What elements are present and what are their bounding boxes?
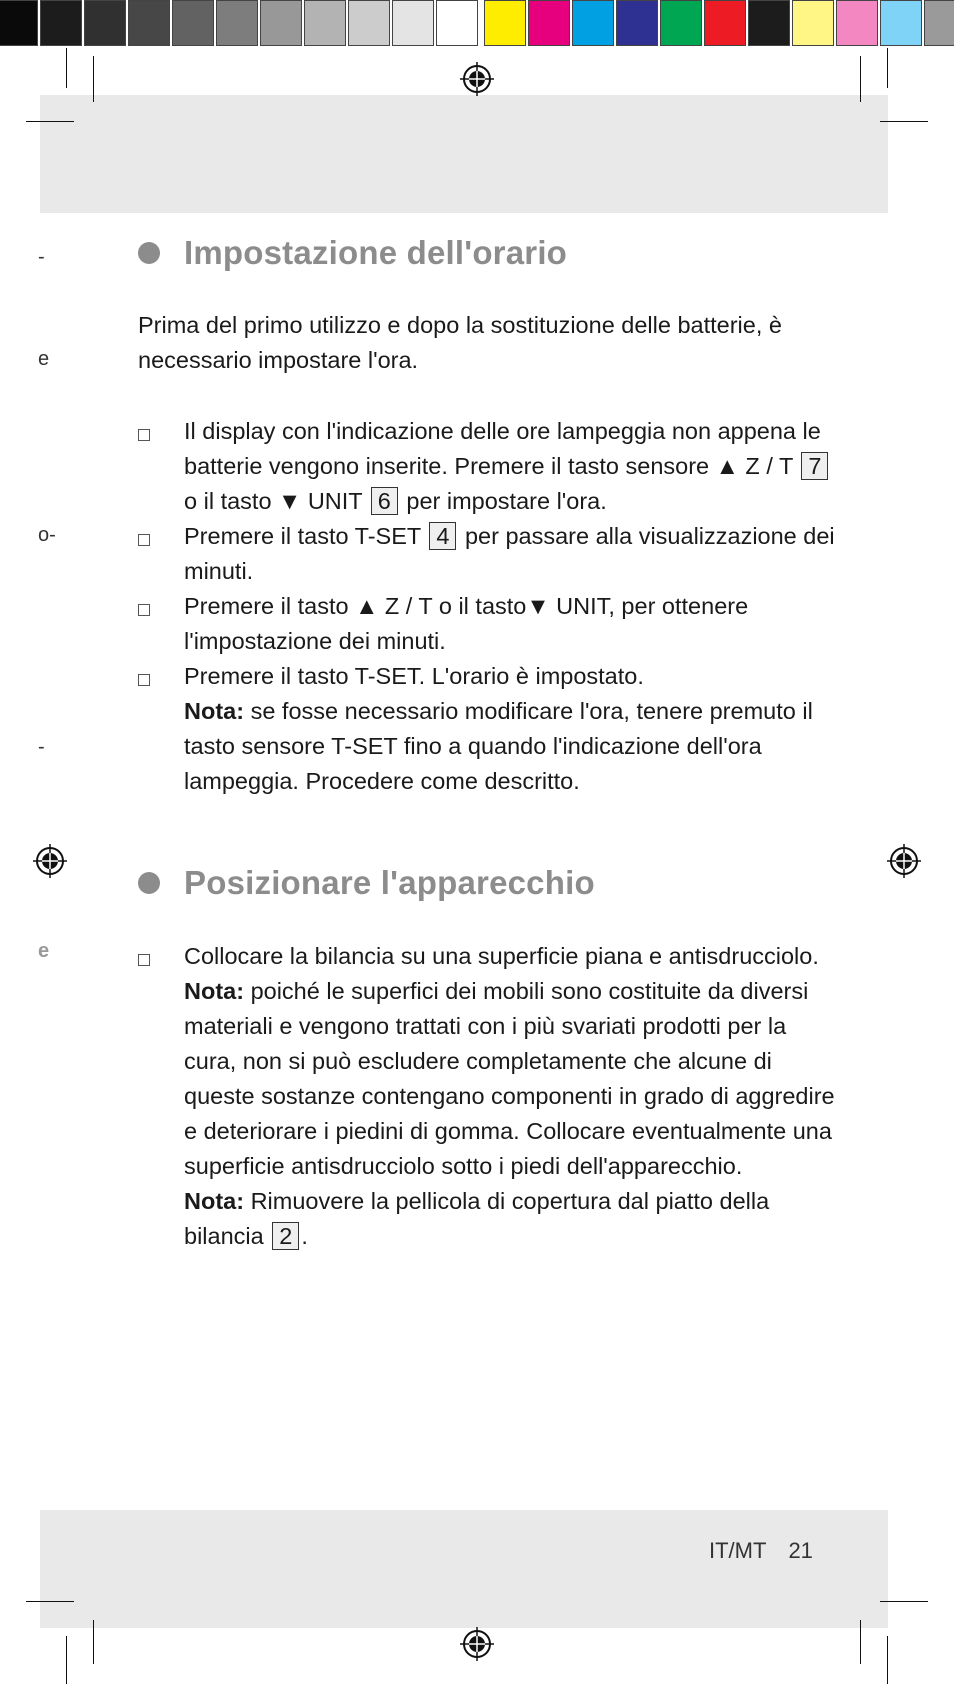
list-item	[138, 414, 848, 519]
margin-mark: -	[38, 246, 45, 268]
list-item-text: Premere il tasto T-SET. L'orario è impostato. Nota: se fosse necessario modificare l'ora, tenere premuto il tasto sensore T-SET fino a quando l'indicazione dell'ora lampeggia. Procedere come descritto.	[184, 663, 813, 794]
checkbox-bullet-icon	[138, 534, 150, 546]
section-heading	[138, 864, 595, 902]
list-item-text: Il display con l'indicazione delle ore lampeggia non appena le batterie vengono inserite. Premere il tasto sensore ▲ Z / T 7 o il tasto ▼ UNIT 6 per impostare l'ora.	[184, 414, 844, 519]
page-footer	[709, 1538, 813, 1564]
color-swatch	[616, 0, 658, 46]
color-swatch	[216, 0, 258, 46]
color-swatch	[348, 0, 390, 46]
color-swatch	[484, 0, 526, 46]
note-label: Nota:	[184, 978, 245, 1004]
crop-mark	[860, 56, 861, 102]
crop-mark	[93, 1620, 94, 1664]
color-swatch	[172, 0, 214, 46]
checkbox-bullet-icon	[138, 604, 150, 616]
registration-mark-icon	[887, 844, 921, 878]
bullet-dot-icon	[138, 872, 160, 894]
color-swatch	[392, 0, 434, 46]
list-item	[138, 659, 848, 799]
color-swatch	[704, 0, 746, 46]
crop-mark	[887, 1636, 888, 1684]
header-band	[40, 95, 888, 213]
color-swatch	[880, 0, 922, 46]
checkbox-bullet-icon	[138, 674, 150, 686]
color-calibration-bar	[484, 0, 954, 48]
color-swatch	[436, 0, 478, 46]
list-item	[138, 589, 848, 659]
margin-mark: -	[38, 736, 45, 758]
registration-mark-icon	[460, 62, 494, 96]
note-label: Nota:	[184, 698, 245, 724]
list-item-text: Collocare la bilancia su una superficie piana e antisdrucciolo. Nota: poiché le superfici dei mobili sono costituite da diversi materiali e vengono trattati con i più svariati prodotti per la cura, non si può escludere completamente che alcune di queste sostanze contengano componenti in grado di aggredire e deteriorare i piedini di gomma. Collocare eventualmente una superficie antisdrucciolo sotto i piedi dell'apparecchio. Nota: Rimuovere la pellicola di copertura dal piatto della bilancia 2 .	[184, 943, 835, 1249]
color-swatch	[304, 0, 346, 46]
color-swatch	[836, 0, 878, 46]
registration-mark-icon	[33, 844, 67, 878]
section-heading	[138, 234, 567, 272]
color-swatch	[0, 0, 38, 46]
margin-mark: e	[38, 940, 50, 962]
color-swatch	[84, 0, 126, 46]
color-swatch	[792, 0, 834, 46]
checkbox-bullet-icon	[138, 429, 150, 441]
crop-mark	[880, 1601, 928, 1602]
intro-paragraph: Prima del primo utilizzo e dopo la sostituzione delle batterie, è necessario impostare l'ora.	[138, 312, 782, 373]
crop-mark	[26, 121, 74, 122]
color-swatch	[40, 0, 82, 46]
page-number: 21	[788, 1538, 813, 1563]
crop-mark	[66, 48, 67, 88]
color-swatch	[260, 0, 302, 46]
crop-mark	[93, 56, 94, 102]
section-title: Posizionare l'apparecchio	[184, 864, 595, 901]
part-reference: 7	[801, 452, 828, 480]
crop-mark	[26, 1601, 74, 1602]
crop-mark	[880, 121, 928, 122]
language-code: IT/MT	[709, 1538, 767, 1563]
list-item-text: Premere il tasto ▲ Z / T o il tasto▼ UNIT, per ottenere l'impostazione dei minuti.	[184, 593, 749, 654]
margin-mark: o-	[38, 524, 56, 546]
margin-mark: e	[38, 348, 50, 370]
note-label: Nota:	[184, 1188, 245, 1214]
crop-mark	[860, 1620, 861, 1664]
list-item-text: Premere il tasto T-SET 4 per passare alla visualizzazione dei minuti.	[184, 523, 835, 584]
gray-calibration-bar	[0, 0, 480, 48]
crop-mark	[887, 48, 888, 88]
color-swatch	[528, 0, 570, 46]
part-reference: 2	[272, 1222, 299, 1250]
section-title: Impostazione dell'orario	[184, 234, 568, 271]
bullet-dot-icon	[138, 242, 160, 264]
part-reference: 4	[429, 522, 456, 550]
color-swatch	[660, 0, 702, 46]
color-swatch	[924, 0, 954, 46]
footer-band	[40, 1510, 888, 1628]
crop-mark	[66, 1636, 67, 1684]
checkbox-bullet-icon	[138, 954, 150, 966]
part-reference: 6	[371, 487, 398, 515]
list-item	[138, 939, 848, 1254]
color-swatch	[748, 0, 790, 46]
color-swatch	[128, 0, 170, 46]
color-swatch	[572, 0, 614, 46]
list-item	[138, 519, 848, 589]
registration-mark-icon	[460, 1627, 494, 1661]
